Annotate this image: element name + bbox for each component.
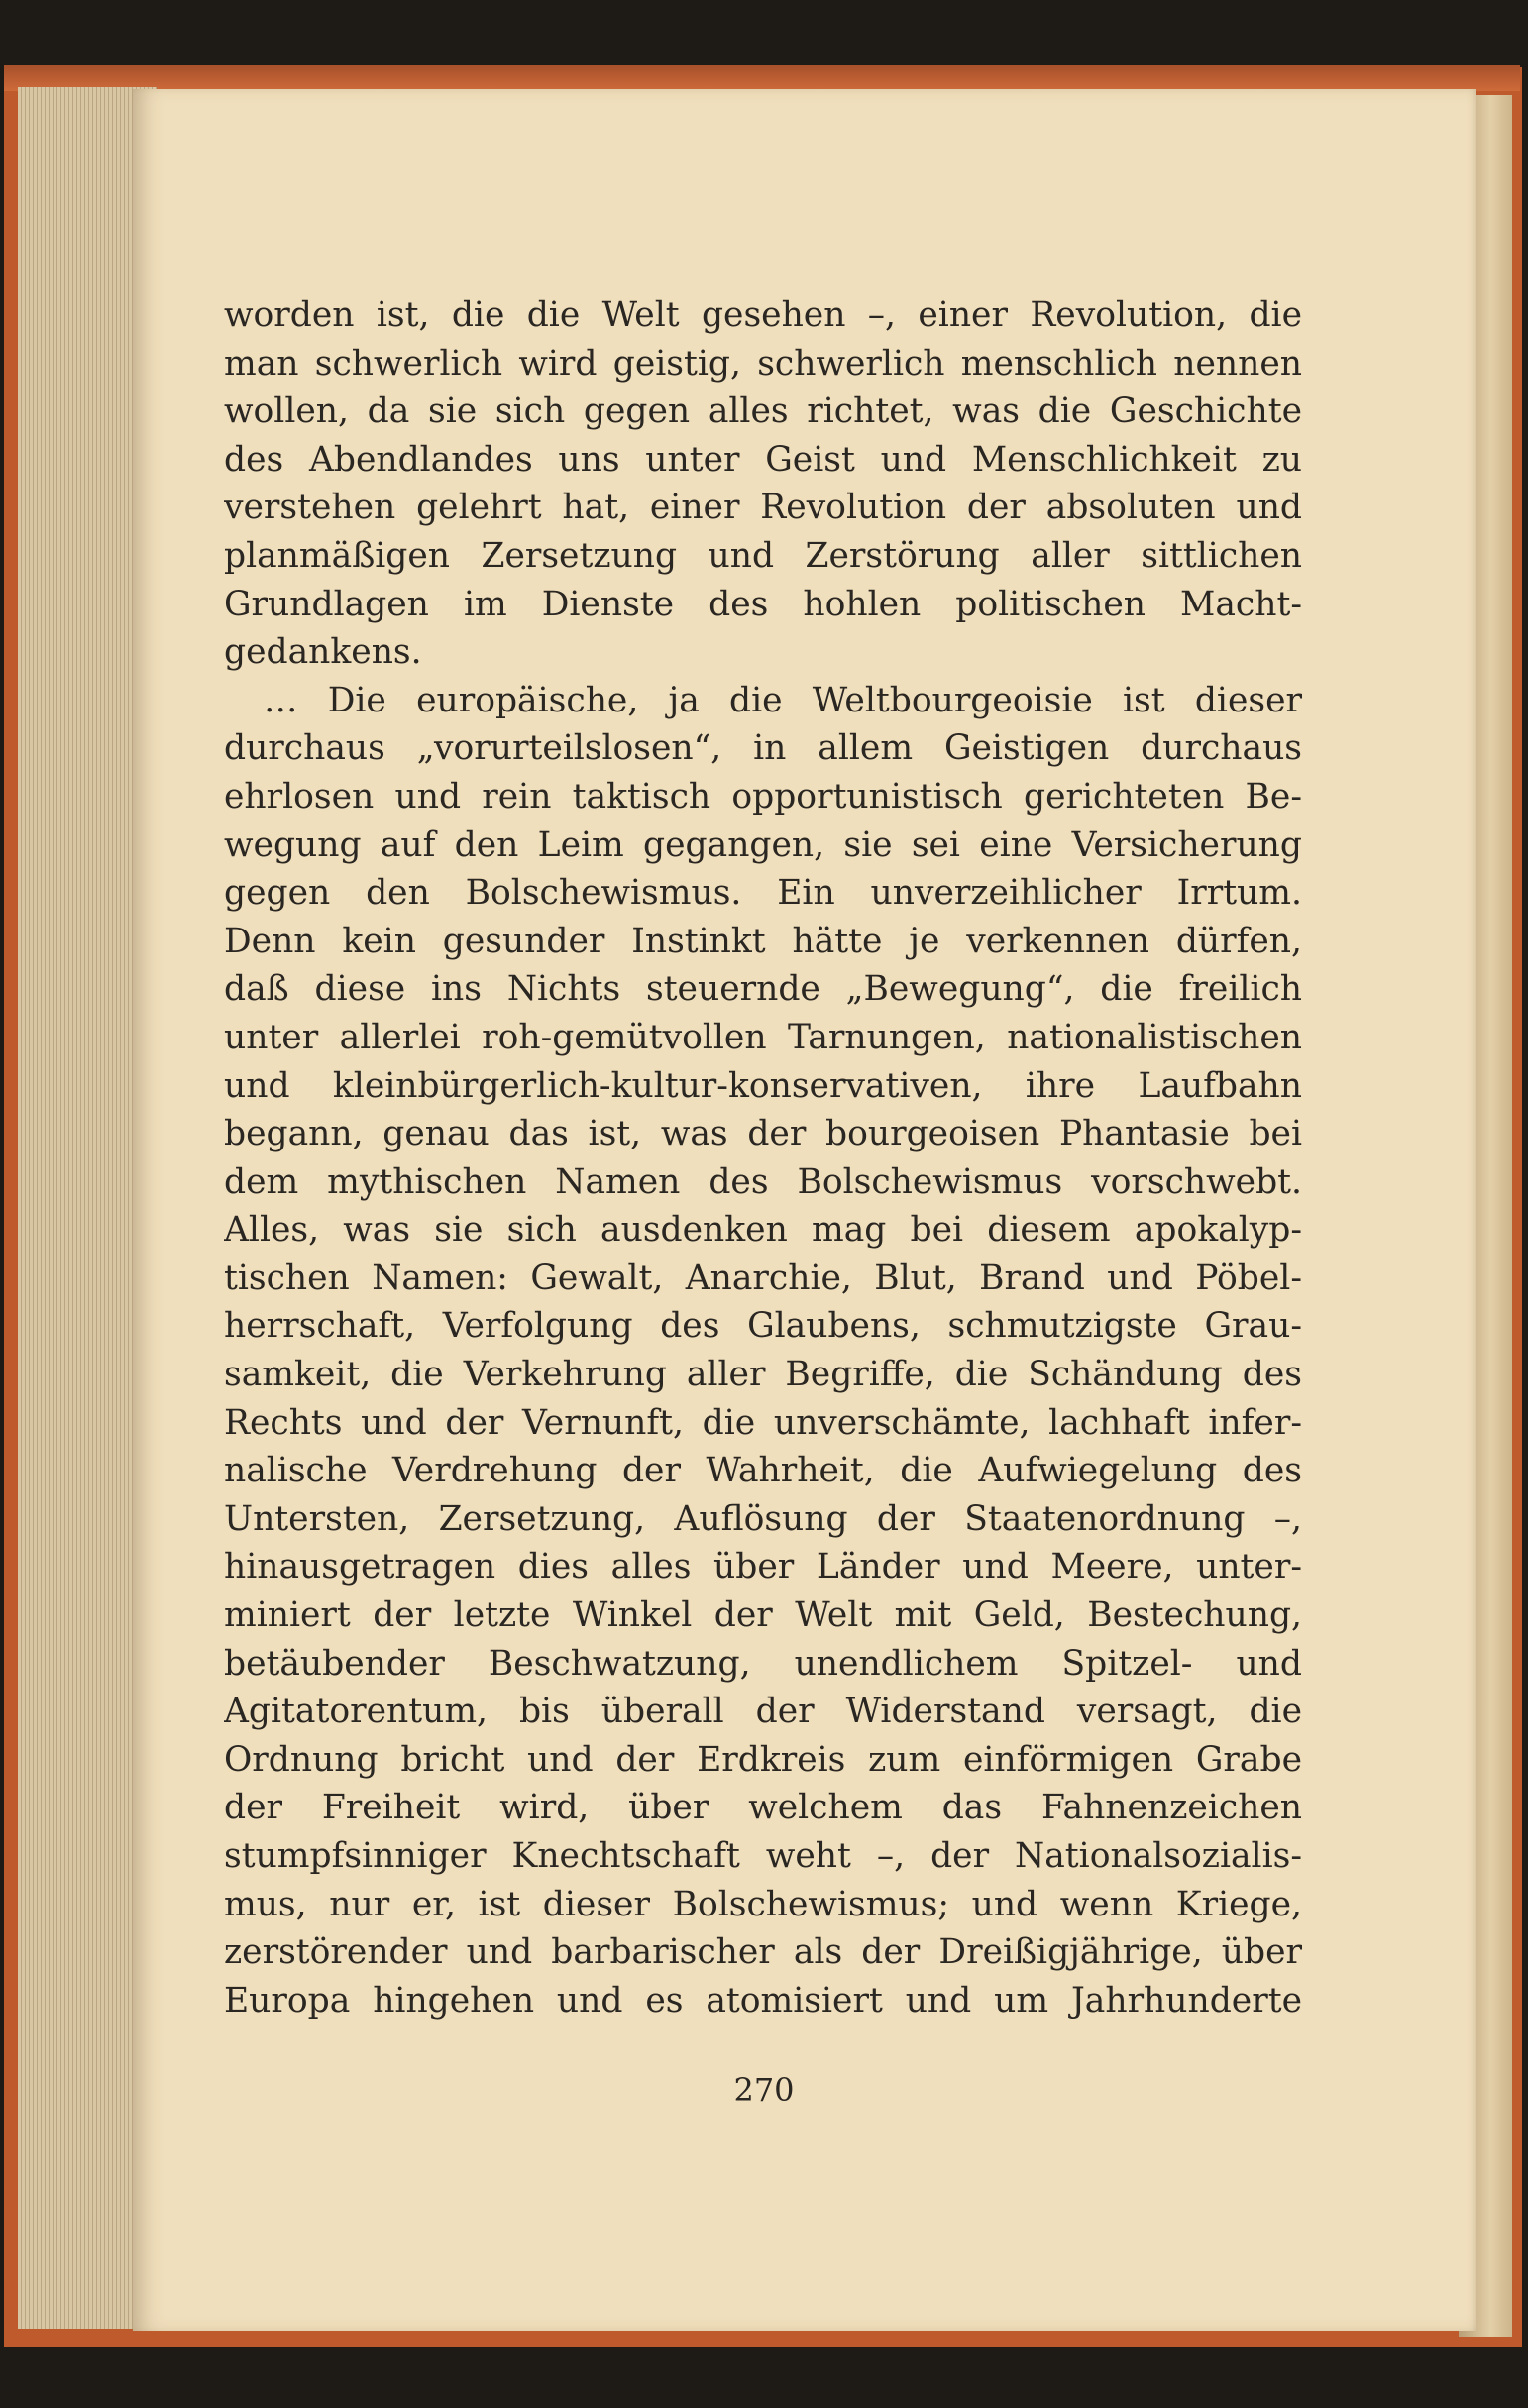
text-line: daß diese ins Nichts steuernde „Bewegung“, die freilich [224, 969, 1302, 1010]
text-line: Alles, was sie sich ausdenken mag bei diesem apokalyp- [224, 1210, 1302, 1251]
text-line: unter allerlei roh-gemütvollen Tarnungen, nationalistischen [224, 1017, 1302, 1057]
text-line: verstehen gelehrt hat, einer Revolution der absoluten und [224, 488, 1302, 528]
text-line: planmäßigen Zersetzung und Zerstörung aller sittlichen [224, 535, 1302, 576]
text-line: stumpfsinniger Knechtschaft weht –, der Nationalsozialis- [224, 1836, 1302, 1876]
text-line: des Abendlandes uns unter Geist und Menschlichkeit zu [224, 439, 1302, 480]
text-line: tischen Namen: Gewalt, Anarchie, Blut, Brand und Pöbel- [224, 1258, 1302, 1298]
text-line: Rechts und der Vernunft, die unverschämte, lachhaft infer- [224, 1402, 1302, 1443]
text-line: wegung auf den Leim gegangen, sie sei eine Versicherung [224, 824, 1302, 865]
text-line: und kleinbürgerlich-kultur-konservativen, ihre Laufbahn [224, 1065, 1302, 1106]
text-line: mus, nur er, ist dieser Bolschewismus; und wenn Kriege, [224, 1884, 1302, 1924]
text-line: nalische Verdrehung der Wahrheit, die Aufwiegelung des [224, 1451, 1302, 1491]
text-line: gegen den Bolschewismus. Ein unverzeihlicher Irrtum. [224, 873, 1302, 914]
text-line: dem mythischen Namen des Bolschewismus vorschwebt. [224, 1161, 1302, 1202]
text-line: zerstörender und barbarischer als der Dreißigjährige, über [224, 1932, 1302, 1973]
text-line: der Freiheit wird, über welchem das Fahnenzeichen [224, 1788, 1302, 1828]
text-line: samkeit, die Verkehrung aller Begriffe, die Schändung des [224, 1355, 1302, 1395]
text-line: wollen, da sie sich gegen alles richtet, was die Geschichte [224, 391, 1302, 432]
body-text [224, 291, 1302, 2025]
text-line: hinausgetragen dies alles über Länder und Meere, unter- [224, 1547, 1302, 1587]
text-line: Grundlagen im Dienste des hohlen politischen Macht- [224, 584, 1302, 624]
text-line: gedankens. [224, 632, 422, 673]
text-line: worden ist, die die Welt gesehen –, einer Revolution, die [224, 295, 1302, 335]
text-line: durchaus „vorurteilslosen“, in allem Geistigen durchaus [224, 728, 1302, 769]
text-line: Ordnung bricht und der Erdkreis zum einförmigen Grabe [224, 1739, 1302, 1780]
text-line: … Die europäische, ja die Weltbourgeoisie ist dieser [264, 680, 1302, 720]
text-line: Denn kein gesunder Instinkt hätte je verkennen dürfen, [224, 921, 1302, 961]
text-line: begann, genau das ist, was der bourgeoisen Phantasie bei [224, 1114, 1302, 1154]
book-cover-top-edge [4, 65, 1520, 91]
page-number: 270 [733, 2071, 795, 2109]
text-line: herrschaft, Verfolgung des Glaubens, schmutzigste Grau- [224, 1306, 1302, 1347]
text-line: man schwerlich wird geistig, schwerlich menschlich nennen [224, 343, 1302, 383]
text-line: betäubender Beschwatzung, unendlichem Spitzel- und [224, 1643, 1302, 1684]
text-line: Agitatorentum, bis überall der Widerstand versagt, die [224, 1692, 1302, 1732]
text-line: Untersten, Zersetzung, Auflösung der Staatenordnung –, [224, 1498, 1302, 1539]
text-line: miniert der letzte Winkel der Welt mit Geld, Bestechung, [224, 1595, 1302, 1636]
text-line: Europa hingehen und es atomisiert und um Jahrhunderte [224, 1980, 1302, 2021]
text-line: ehrlosen und rein taktisch opportunistisch gerichteten Be- [224, 776, 1302, 817]
